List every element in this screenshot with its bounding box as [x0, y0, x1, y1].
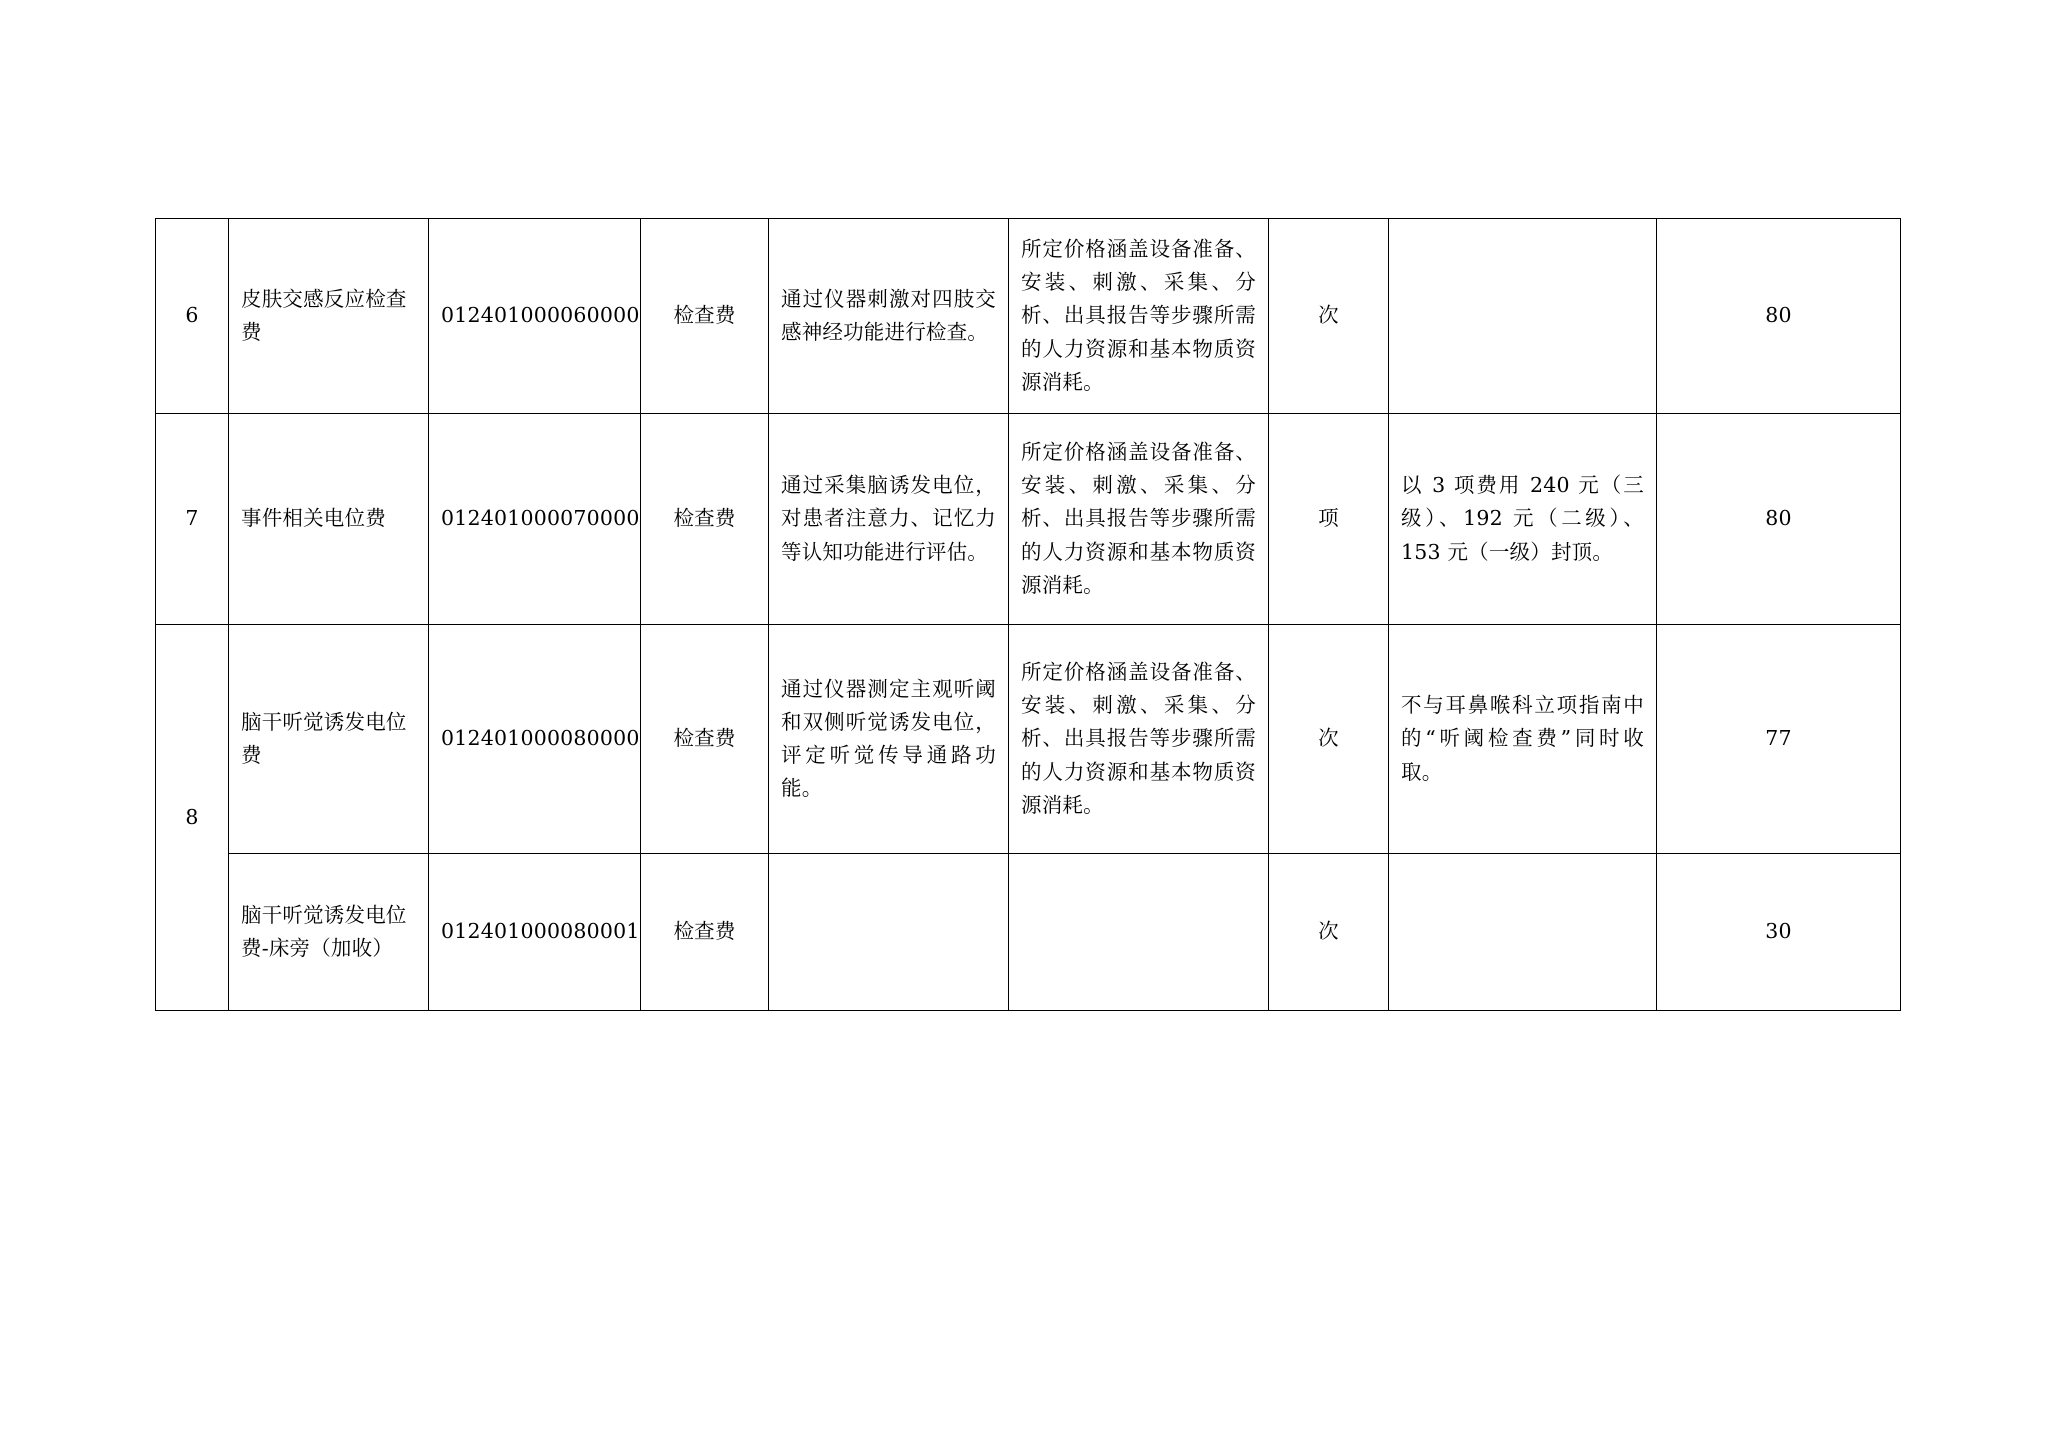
item-code: 012401000070000 [429, 414, 641, 625]
item-type: 检查费 [641, 219, 769, 414]
item-excluded-content: 所定价格涵盖设备准备、安装、刺激、采集、分析、出具报告等步骤所需的人力资源和基本物质资源消耗。 [1009, 414, 1269, 625]
item-excluded-content: 所定价格涵盖设备准备、安装、刺激、采集、分析、出具报告等步骤所需的人力资源和基本物质资源消耗。 [1009, 219, 1269, 414]
item-type: 检查费 [641, 625, 769, 854]
item-excluded-content: 所定价格涵盖设备准备、安装、刺激、采集、分析、出具报告等步骤所需的人力资源和基本物质资源消耗。 [1009, 625, 1269, 854]
item-unit: 次 [1269, 854, 1389, 1011]
item-price: 80 [1657, 219, 1901, 414]
item-unit: 项 [1269, 414, 1389, 625]
price-table [155, 218, 1901, 1011]
item-description: 通过采集脑诱发电位，对患者注意力、记忆力等认知功能进行评估。 [769, 414, 1009, 625]
table-row [156, 219, 1901, 414]
item-description: 通过仪器刺激对四肢交感神经功能进行检查。 [769, 219, 1009, 414]
item-unit: 次 [1269, 625, 1389, 854]
item-code: 012401000080000 [429, 625, 641, 854]
item-description [769, 854, 1009, 1011]
price-table-container [155, 218, 1900, 1011]
table-row [156, 625, 1901, 854]
item-name: 脑干听觉诱发电位费 [229, 625, 429, 854]
item-unit: 次 [1269, 219, 1389, 414]
item-name: 事件相关电位费 [229, 414, 429, 625]
row-number: 7 [156, 414, 229, 625]
item-type: 检查费 [641, 854, 769, 1011]
item-description: 通过仪器测定主观听阈和双侧听觉诱发电位，评定听觉传导通路功能。 [769, 625, 1009, 854]
item-excluded-content [1009, 854, 1269, 1011]
item-code: 012401000060000 [429, 219, 641, 414]
item-note: 以 3 项费用 240 元（三级）、192 元（二级）、153 元（一级）封顶。 [1389, 414, 1657, 625]
item-price: 77 [1657, 625, 1901, 854]
table-row [156, 414, 1901, 625]
row-number: 6 [156, 219, 229, 414]
row-number: 8 [156, 625, 229, 1011]
item-name: 脑干听觉诱发电位费-床旁（加收） [229, 854, 429, 1011]
item-price: 80 [1657, 414, 1901, 625]
item-note [1389, 219, 1657, 414]
item-name: 皮肤交感反应检查费 [229, 219, 429, 414]
item-price: 30 [1657, 854, 1901, 1011]
item-code: 012401000080001 [429, 854, 641, 1011]
item-note: 不与耳鼻喉科立项指南中的“听阈检查费”同时收取。 [1389, 625, 1657, 854]
item-type: 检查费 [641, 414, 769, 625]
table-row [156, 854, 1901, 1011]
item-note [1389, 854, 1657, 1011]
